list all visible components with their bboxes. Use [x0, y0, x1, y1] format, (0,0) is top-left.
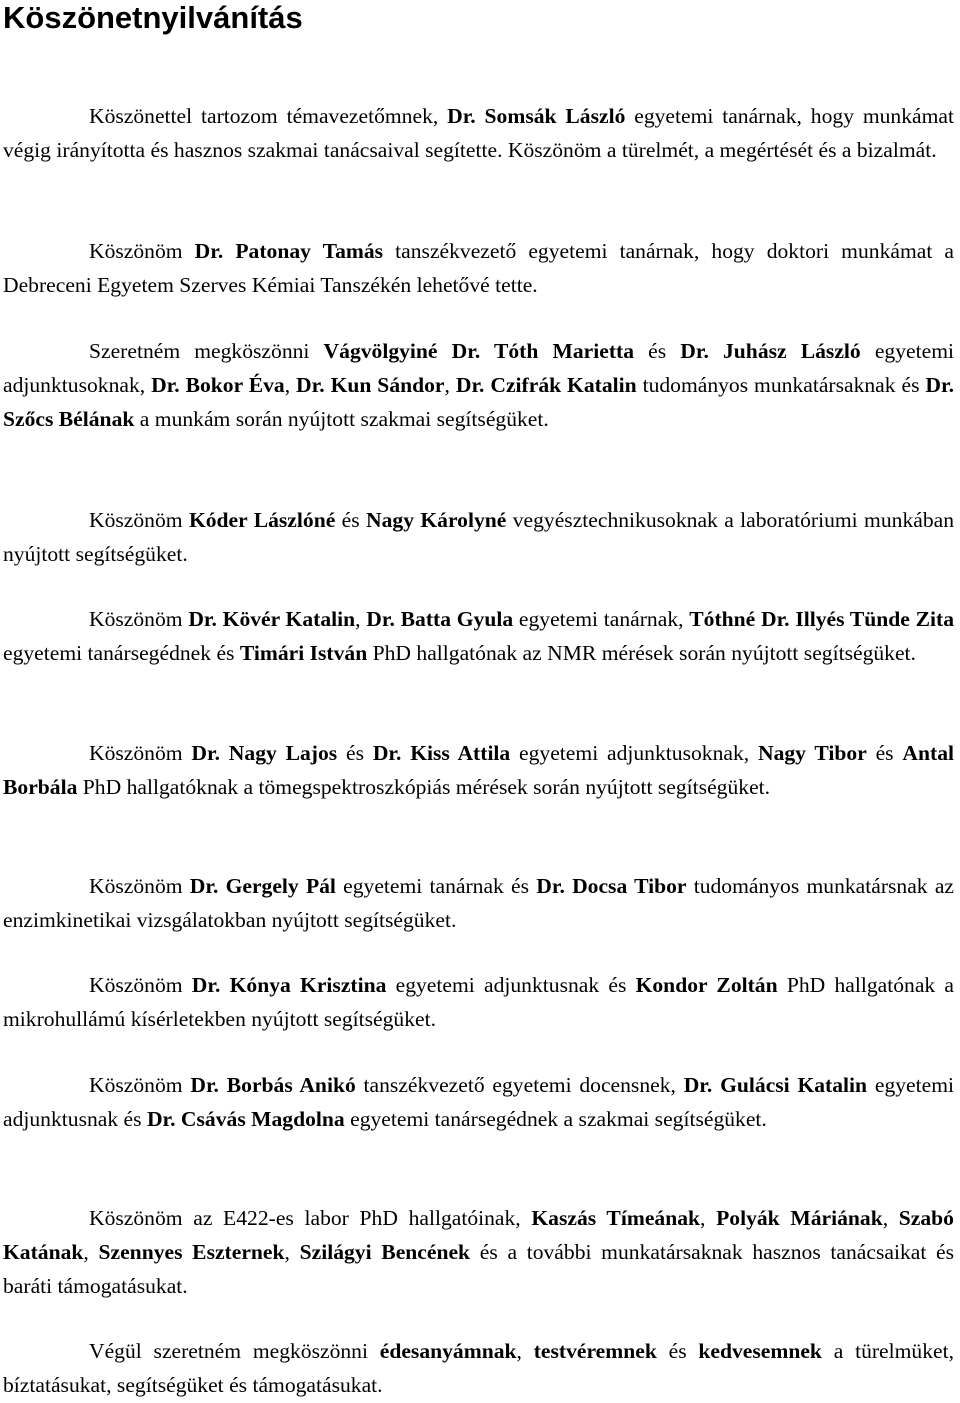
name-highlight: Dr. Juhász László: [680, 339, 861, 363]
name-highlight: Dr. Kónya Krisztina: [191, 973, 387, 997]
paragraph: [3, 869, 954, 937]
text-run: tudományos munkatársnak az enzimkinetikai vizsgálatokban nyújtott segítségüket.: [3, 874, 954, 932]
name-highlight: Timári István: [239, 641, 368, 665]
text-run: PhD hallgatónak az NMR mérések során nyújtott segítségüket.: [367, 641, 916, 665]
page-title: Köszönetnyilvánítás: [3, 0, 303, 35]
text-run: egyetemi tanársegédnek a szakmai segítségüket.: [344, 1107, 767, 1131]
paragraph: [3, 1334, 954, 1402]
text-run: vegyésztechnikusoknak a laboratóriumi munkában nyújtott segítségüket.: [3, 508, 955, 566]
text-run: Köszönöm: [89, 1073, 191, 1097]
name-highlight: Dr. Czifrák Katalin: [455, 373, 637, 397]
text-run: ,: [355, 607, 367, 631]
text-run: ,: [444, 373, 456, 397]
text-run: egyetemi adjunktusoknak,: [510, 741, 758, 765]
text-run: Végül szeretném megköszönni: [89, 1339, 380, 1363]
name-highlight: Kaszás Tímeának: [531, 1206, 701, 1230]
text-run: egyetemi tanársegédnek és: [3, 641, 240, 665]
text-run: Köszönöm: [89, 508, 189, 532]
name-highlight: Kóder Lászlóné: [188, 508, 336, 532]
text-run: egyetemi tanárnak, hogy munkámat végig irányította és hasznos szakmai tanácsaival segítette. Köszönöm a türelmét, a megértését és a bizalmát.: [3, 104, 954, 162]
name-highlight: Tóthné Dr. Illyés Tünde Zita: [689, 607, 954, 631]
name-highlight: Kondor Zoltán: [635, 973, 778, 997]
text-run: ,: [284, 373, 297, 397]
text-run: tanszékvezető egyetemi docensnek,: [355, 1073, 684, 1097]
name-highlight: Nagy Tibor: [757, 741, 867, 765]
name-highlight: Dr. Bokor Éva: [151, 373, 285, 397]
text-run: ,: [516, 1339, 534, 1363]
name-highlight: kedvesemnek: [698, 1339, 822, 1363]
text-run: Köszönöm az E422-es labor PhD hallgatóinak,: [89, 1206, 532, 1230]
text-run: egyetemi adjunktusnak és: [386, 973, 636, 997]
name-highlight: Dr. Nagy Lajos: [191, 741, 338, 765]
text-run: és: [634, 339, 681, 363]
name-highlight: Dr. Csávás Magdolna: [146, 1107, 345, 1131]
paragraph: [3, 736, 954, 804]
paragraph: [3, 602, 954, 670]
name-highlight: Szennyes Eszternek: [98, 1240, 285, 1264]
name-highlight: Nagy Károlyné: [366, 508, 507, 532]
text-run: ,: [83, 1240, 99, 1264]
text-run: Szeretném megköszönni: [89, 339, 324, 363]
name-highlight: Dr. Borbás Anikó: [190, 1073, 356, 1097]
name-highlight: Vágvölgyiné Dr. Tóth Marietta: [323, 339, 635, 363]
name-highlight: Dr. Kiss Attila: [372, 741, 511, 765]
text-run: egyetemi adjunktusnak és: [3, 1073, 954, 1131]
text-run: és a további munkatársaknak hasznos tanácsaikat és baráti támogatásukat.: [3, 1240, 955, 1298]
text-run: Köszönöm: [89, 874, 190, 898]
name-highlight: édesanyámnak: [379, 1339, 517, 1363]
text-run: és: [335, 508, 367, 532]
text-run: Köszönettel tartozom témavezetőmnek,: [89, 104, 448, 128]
text-run: Köszönöm: [89, 607, 189, 631]
paragraph: [3, 968, 954, 1036]
paragraph: [3, 334, 954, 436]
name-highlight: Dr. Szőcs Bélának: [3, 373, 955, 431]
name-highlight: Szilágyi Bencének: [299, 1240, 471, 1264]
name-highlight: Dr. Kövér Katalin: [188, 607, 356, 631]
name-highlight: Dr. Patonay Tamás: [194, 239, 384, 263]
text-run: ,: [700, 1206, 717, 1230]
name-highlight: Antal Borbála: [3, 741, 954, 799]
text-run: a munkám során nyújtott szakmai segítségüket.: [134, 407, 549, 431]
name-highlight: Dr. Gulácsi Katalin: [683, 1073, 868, 1097]
name-highlight: Dr. Kun Sándor: [296, 373, 445, 397]
name-highlight: Szabó Katának: [3, 1206, 954, 1264]
paragraph: [3, 234, 954, 302]
name-highlight: Dr. Docsa Tibor: [536, 874, 687, 898]
text-run: és: [656, 1339, 699, 1363]
name-highlight: Polyák Máriának: [716, 1206, 883, 1230]
text-run: egyetemi tanárnak,: [513, 607, 690, 631]
paragraph: [3, 1068, 954, 1136]
text-run: PhD hallgatóknak a tömegspektroszkópiás mérések során nyújtott segítségüket.: [77, 775, 771, 799]
text-run: egyetemi adjunktusoknak,: [3, 339, 954, 397]
text-run: egyetemi tanárnak és: [335, 874, 537, 898]
text-run: tudományos munkatársaknak és: [636, 373, 926, 397]
paragraph: [3, 1201, 954, 1303]
text-run: Köszönöm: [89, 239, 195, 263]
name-highlight: testvéremnek: [533, 1339, 657, 1363]
name-highlight: Dr. Somsák László: [447, 104, 626, 128]
text-run: a türelmüket, bíztatásukat, segítségüket és támogatásukat.: [3, 1339, 955, 1397]
text-run: és: [337, 741, 373, 765]
text-run: PhD hallgatónak a mikrohullámú kísérletekben nyújtott segítségüket.: [3, 973, 955, 1031]
paragraph: [3, 503, 954, 571]
text-run: és: [866, 741, 903, 765]
text-run: Köszönöm: [89, 741, 192, 765]
paragraph: [3, 99, 954, 167]
text-run: ,: [882, 1206, 899, 1230]
name-highlight: Dr. Gergely Pál: [189, 874, 336, 898]
text-run: tanszékvezető egyetemi tanárnak, hogy doktori munkámat a Debreceni Egyetem Szerves Kémiai Tanszékén lehetővé tette.: [3, 239, 955, 297]
text-run: Köszönöm: [89, 973, 192, 997]
text-run: ,: [284, 1240, 300, 1264]
name-highlight: Dr. Batta Gyula: [366, 607, 514, 631]
